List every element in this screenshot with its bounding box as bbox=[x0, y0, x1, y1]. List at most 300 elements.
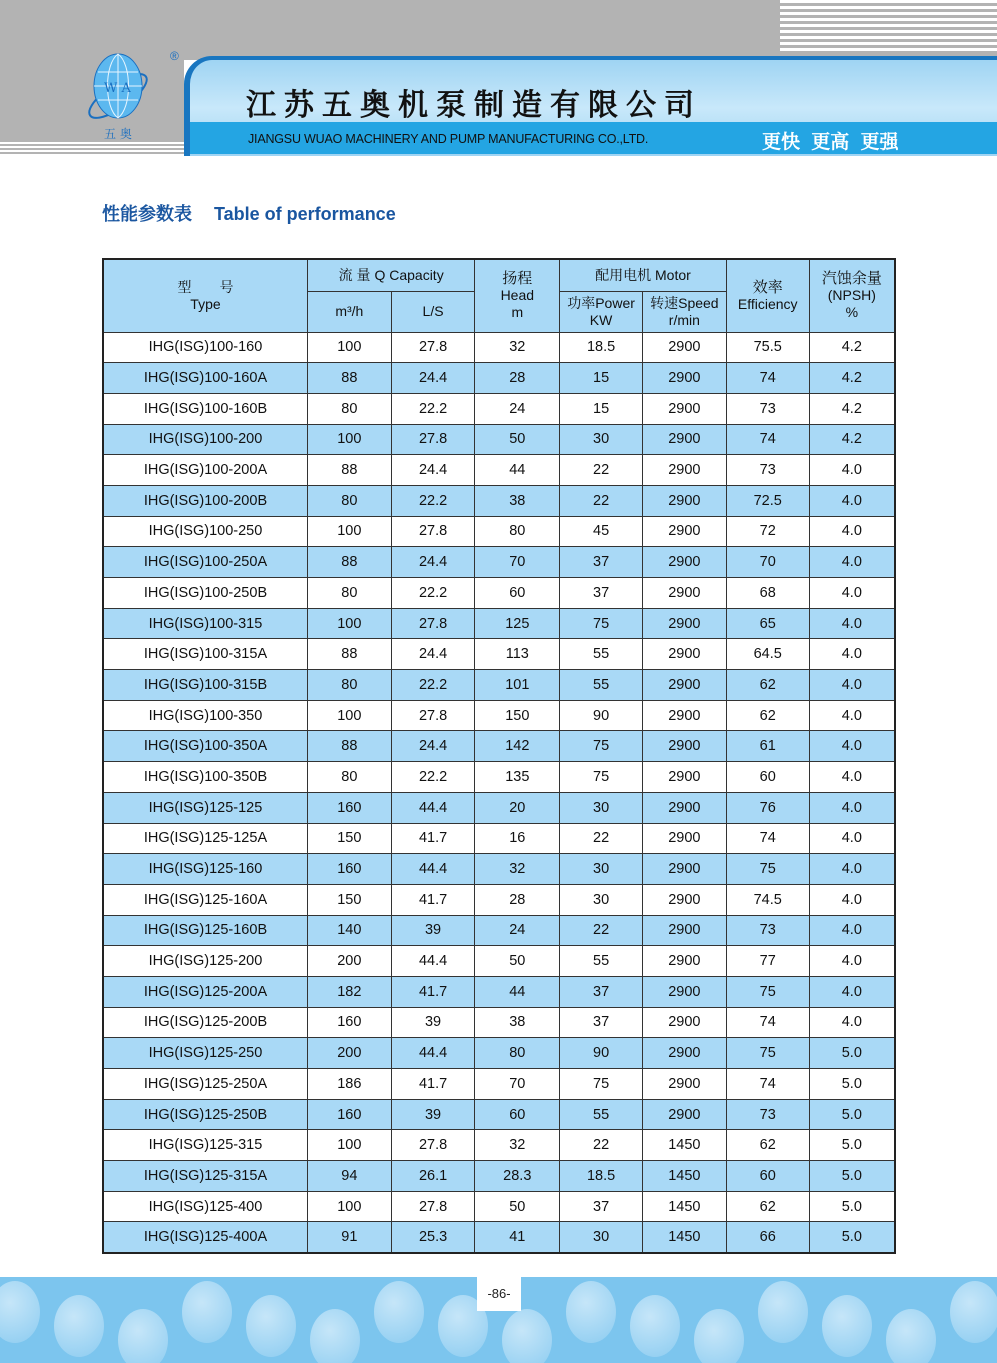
table-row bbox=[103, 854, 895, 885]
cell-model: IHG(ISG)125-160B bbox=[103, 915, 307, 946]
cell-model: IHG(ISG)125-160 bbox=[103, 854, 307, 885]
cell-npsh: 4.0 bbox=[809, 731, 895, 762]
cell-capacity-m3h: 88 bbox=[307, 455, 391, 486]
cell-npsh: 4.2 bbox=[809, 424, 895, 455]
cell-efficiency: 60 bbox=[726, 762, 809, 793]
cell-npsh: 4.0 bbox=[809, 516, 895, 547]
cell-head: 16 bbox=[475, 823, 560, 854]
cell-efficiency: 60 bbox=[726, 1161, 809, 1192]
cell-capacity-m3h: 100 bbox=[307, 608, 391, 639]
table-row bbox=[103, 424, 895, 455]
cell-head: 101 bbox=[475, 670, 560, 701]
cell-capacity-m3h: 160 bbox=[307, 792, 391, 823]
table-row bbox=[103, 1161, 895, 1192]
cell-speed: 2900 bbox=[642, 455, 726, 486]
globe-pattern-icon bbox=[566, 1281, 616, 1343]
header-efficiency: 效率 Efficiency bbox=[726, 259, 809, 332]
cell-capacity-m3h: 80 bbox=[307, 670, 391, 701]
cell-capacity-m3h: 150 bbox=[307, 884, 391, 915]
cell-power: 30 bbox=[560, 1222, 643, 1253]
cell-speed: 2900 bbox=[642, 363, 726, 394]
globe-pattern-icon bbox=[950, 1281, 997, 1343]
cell-speed: 2900 bbox=[642, 792, 726, 823]
cell-head: 125 bbox=[475, 608, 560, 639]
cell-efficiency: 62 bbox=[726, 1191, 809, 1222]
cell-model: IHG(ISG)100-250A bbox=[103, 547, 307, 578]
cell-capacity-ls: 41.7 bbox=[391, 823, 475, 854]
cell-capacity-m3h: 91 bbox=[307, 1222, 391, 1253]
table-row bbox=[103, 332, 895, 363]
cell-model: IHG(ISG)100-315A bbox=[103, 639, 307, 670]
cell-model: IHG(ISG)125-400A bbox=[103, 1222, 307, 1253]
cell-capacity-ls: 27.8 bbox=[391, 424, 475, 455]
header-motor: 配用电机 Motor bbox=[560, 259, 727, 291]
cell-efficiency: 64.5 bbox=[726, 639, 809, 670]
cell-capacity-m3h: 100 bbox=[307, 1130, 391, 1161]
cell-head: 28 bbox=[475, 363, 560, 394]
cell-model: IHG(ISG)125-250B bbox=[103, 1099, 307, 1130]
cell-capacity-ls: 44.4 bbox=[391, 1038, 475, 1069]
cell-power: 37 bbox=[560, 976, 643, 1007]
cell-capacity-ls: 26.1 bbox=[391, 1161, 475, 1192]
cell-head: 60 bbox=[475, 578, 560, 609]
cell-npsh: 4.0 bbox=[809, 762, 895, 793]
company-name-cn: 江苏五奥机泵制造有限公司 bbox=[246, 88, 702, 123]
cell-head: 44 bbox=[475, 455, 560, 486]
cell-power: 37 bbox=[560, 1191, 643, 1222]
table-row bbox=[103, 1191, 895, 1222]
cell-efficiency: 76 bbox=[726, 792, 809, 823]
cell-capacity-ls: 24.4 bbox=[391, 363, 475, 394]
cell-power: 22 bbox=[560, 485, 643, 516]
cell-npsh: 4.0 bbox=[809, 670, 895, 701]
table-row bbox=[103, 1069, 895, 1100]
cell-capacity-ls: 44.4 bbox=[391, 946, 475, 977]
cell-capacity-ls: 44.4 bbox=[391, 854, 475, 885]
globe-pattern-icon bbox=[630, 1295, 680, 1357]
table-row bbox=[103, 823, 895, 854]
cell-head: 80 bbox=[475, 516, 560, 547]
cell-head: 50 bbox=[475, 946, 560, 977]
cell-capacity-m3h: 160 bbox=[307, 1007, 391, 1038]
cell-head: 113 bbox=[475, 639, 560, 670]
table-row bbox=[103, 946, 895, 977]
cell-speed: 2900 bbox=[642, 1007, 726, 1038]
cell-npsh: 4.2 bbox=[809, 393, 895, 424]
cell-capacity-ls: 27.8 bbox=[391, 332, 475, 363]
cell-power: 15 bbox=[560, 363, 643, 394]
cell-head: 41 bbox=[475, 1222, 560, 1253]
table-row bbox=[103, 516, 895, 547]
company-name-en: JIANGSU WUAO MACHINERY AND PUMP MANUFACTURING CO.,LTD. bbox=[248, 132, 649, 146]
cell-efficiency: 61 bbox=[726, 731, 809, 762]
cell-model: IHG(ISG)125-250A bbox=[103, 1069, 307, 1100]
table-row bbox=[103, 639, 895, 670]
cell-power: 75 bbox=[560, 762, 643, 793]
cell-power: 55 bbox=[560, 670, 643, 701]
performance-table bbox=[102, 258, 896, 1254]
cell-npsh: 4.0 bbox=[809, 854, 895, 885]
cell-efficiency: 74 bbox=[726, 363, 809, 394]
globe-pattern-icon bbox=[502, 1309, 552, 1363]
cell-head: 28.3 bbox=[475, 1161, 560, 1192]
cell-capacity-ls: 41.7 bbox=[391, 1069, 475, 1100]
cell-npsh: 4.0 bbox=[809, 823, 895, 854]
cell-npsh: 5.0 bbox=[809, 1069, 895, 1100]
cell-model: IHG(ISG)125-200 bbox=[103, 946, 307, 977]
header-type: 型 号 Type bbox=[103, 259, 307, 332]
cell-speed: 2900 bbox=[642, 731, 726, 762]
cell-capacity-m3h: 186 bbox=[307, 1069, 391, 1100]
cell-head: 50 bbox=[475, 1191, 560, 1222]
table-row bbox=[103, 731, 895, 762]
cell-npsh: 5.0 bbox=[809, 1161, 895, 1192]
table-row bbox=[103, 792, 895, 823]
cell-model: IHG(ISG)100-250 bbox=[103, 516, 307, 547]
cell-speed: 2900 bbox=[642, 700, 726, 731]
cell-npsh: 4.0 bbox=[809, 976, 895, 1007]
cell-head: 38 bbox=[475, 1007, 560, 1038]
table-row bbox=[103, 1222, 895, 1253]
header-capacity: 流 量 Q Capacity bbox=[307, 259, 474, 291]
cell-capacity-ls: 39 bbox=[391, 1099, 475, 1130]
cell-capacity-m3h: 88 bbox=[307, 363, 391, 394]
cell-npsh: 4.0 bbox=[809, 884, 895, 915]
cell-capacity-ls: 44.4 bbox=[391, 792, 475, 823]
cell-capacity-ls: 24.4 bbox=[391, 731, 475, 762]
cell-efficiency: 62 bbox=[726, 670, 809, 701]
cell-capacity-m3h: 88 bbox=[307, 547, 391, 578]
cell-capacity-m3h: 88 bbox=[307, 639, 391, 670]
cell-model: IHG(ISG)100-160B bbox=[103, 393, 307, 424]
globe-pattern-icon bbox=[118, 1309, 168, 1363]
globe-pattern-icon bbox=[694, 1309, 744, 1363]
cell-speed: 2900 bbox=[642, 516, 726, 547]
cell-model: IHG(ISG)100-350 bbox=[103, 700, 307, 731]
cell-model: IHG(ISG)100-160A bbox=[103, 363, 307, 394]
header-capacity-m3h: m³/h bbox=[307, 291, 391, 332]
table-row bbox=[103, 1099, 895, 1130]
cell-npsh: 4.0 bbox=[809, 578, 895, 609]
cell-power: 37 bbox=[560, 1007, 643, 1038]
cell-power: 18.5 bbox=[560, 332, 643, 363]
cell-speed: 2900 bbox=[642, 424, 726, 455]
cell-efficiency: 66 bbox=[726, 1222, 809, 1253]
cell-power: 15 bbox=[560, 393, 643, 424]
globe-pattern-icon bbox=[0, 1281, 40, 1343]
cell-speed: 2900 bbox=[642, 393, 726, 424]
cell-power: 30 bbox=[560, 884, 643, 915]
cell-capacity-m3h: 100 bbox=[307, 424, 391, 455]
cell-npsh: 4.0 bbox=[809, 946, 895, 977]
cell-efficiency: 77 bbox=[726, 946, 809, 977]
cell-npsh: 5.0 bbox=[809, 1222, 895, 1253]
cell-npsh: 4.0 bbox=[809, 700, 895, 731]
cell-capacity-m3h: 200 bbox=[307, 946, 391, 977]
cell-speed: 2900 bbox=[642, 608, 726, 639]
cell-capacity-ls: 27.8 bbox=[391, 1130, 475, 1161]
cell-capacity-m3h: 160 bbox=[307, 1099, 391, 1130]
cell-capacity-ls: 22.2 bbox=[391, 578, 475, 609]
cell-head: 142 bbox=[475, 731, 560, 762]
table-row bbox=[103, 915, 895, 946]
cell-efficiency: 75.5 bbox=[726, 332, 809, 363]
cell-efficiency: 74 bbox=[726, 424, 809, 455]
cell-head: 135 bbox=[475, 762, 560, 793]
cell-head: 60 bbox=[475, 1099, 560, 1130]
cell-power: 55 bbox=[560, 639, 643, 670]
cell-head: 50 bbox=[475, 424, 560, 455]
cell-capacity-m3h: 150 bbox=[307, 823, 391, 854]
cell-power: 55 bbox=[560, 946, 643, 977]
logo-text: 五 奥 bbox=[104, 127, 132, 141]
header-npsh: 汽蚀余量 (NPSH) % bbox=[809, 259, 895, 332]
cell-model: IHG(ISG)100-160 bbox=[103, 332, 307, 363]
table-row bbox=[103, 1130, 895, 1161]
cell-npsh: 4.0 bbox=[809, 485, 895, 516]
globe-pattern-icon bbox=[310, 1309, 360, 1363]
cell-capacity-m3h: 100 bbox=[307, 700, 391, 731]
table-row bbox=[103, 485, 895, 516]
header-capacity-ls: L/S bbox=[391, 291, 475, 332]
cell-power: 22 bbox=[560, 455, 643, 486]
cell-power: 30 bbox=[560, 792, 643, 823]
cell-power: 18.5 bbox=[560, 1161, 643, 1192]
cell-capacity-m3h: 80 bbox=[307, 485, 391, 516]
cell-head: 70 bbox=[475, 1069, 560, 1100]
cell-model: IHG(ISG)100-315B bbox=[103, 670, 307, 701]
cell-power: 30 bbox=[560, 424, 643, 455]
table-row bbox=[103, 670, 895, 701]
cell-capacity-ls: 27.8 bbox=[391, 1191, 475, 1222]
cell-model: IHG(ISG)125-250 bbox=[103, 1038, 307, 1069]
cell-model: IHG(ISG)100-250B bbox=[103, 578, 307, 609]
cell-npsh: 4.0 bbox=[809, 639, 895, 670]
cell-capacity-ls: 22.2 bbox=[391, 670, 475, 701]
cell-capacity-ls: 27.8 bbox=[391, 700, 475, 731]
cell-capacity-ls: 41.7 bbox=[391, 884, 475, 915]
cell-capacity-m3h: 200 bbox=[307, 1038, 391, 1069]
cell-efficiency: 68 bbox=[726, 578, 809, 609]
cell-power: 37 bbox=[560, 547, 643, 578]
cell-head: 38 bbox=[475, 485, 560, 516]
cell-speed: 2900 bbox=[642, 884, 726, 915]
cell-efficiency: 72.5 bbox=[726, 485, 809, 516]
cell-capacity-ls: 22.2 bbox=[391, 393, 475, 424]
table-body bbox=[103, 332, 895, 1253]
table-row bbox=[103, 455, 895, 486]
cell-efficiency: 74 bbox=[726, 823, 809, 854]
cell-power: 75 bbox=[560, 731, 643, 762]
cell-head: 44 bbox=[475, 976, 560, 1007]
cell-npsh: 4.0 bbox=[809, 547, 895, 578]
cell-head: 32 bbox=[475, 332, 560, 363]
cell-capacity-m3h: 160 bbox=[307, 854, 391, 885]
cell-capacity-ls: 24.4 bbox=[391, 639, 475, 670]
cell-efficiency: 75 bbox=[726, 976, 809, 1007]
cell-model: IHG(ISG)125-125 bbox=[103, 792, 307, 823]
cell-speed: 2900 bbox=[642, 854, 726, 885]
cell-model: IHG(ISG)100-350A bbox=[103, 731, 307, 762]
section-title-en: Table of performance bbox=[214, 204, 396, 224]
cell-capacity-ls: 24.4 bbox=[391, 547, 475, 578]
cell-speed: 1450 bbox=[642, 1191, 726, 1222]
cell-model: IHG(ISG)100-200B bbox=[103, 485, 307, 516]
cell-npsh: 4.0 bbox=[809, 1007, 895, 1038]
cell-npsh: 4.2 bbox=[809, 363, 895, 394]
cell-capacity-ls: 27.8 bbox=[391, 516, 475, 547]
cell-efficiency: 65 bbox=[726, 608, 809, 639]
cell-model: IHG(ISG)125-160A bbox=[103, 884, 307, 915]
cell-capacity-ls: 39 bbox=[391, 1007, 475, 1038]
page-number: -86- bbox=[477, 1277, 521, 1311]
cell-model: IHG(ISG)125-315A bbox=[103, 1161, 307, 1192]
cell-capacity-m3h: 100 bbox=[307, 1191, 391, 1222]
cell-head: 32 bbox=[475, 854, 560, 885]
cell-capacity-m3h: 88 bbox=[307, 731, 391, 762]
cell-model: IHG(ISG)125-200A bbox=[103, 976, 307, 1007]
cell-head: 70 bbox=[475, 547, 560, 578]
cell-model: IHG(ISG)125-200B bbox=[103, 1007, 307, 1038]
cell-model: IHG(ISG)100-200 bbox=[103, 424, 307, 455]
cell-speed: 2900 bbox=[642, 332, 726, 363]
cell-efficiency: 74 bbox=[726, 1007, 809, 1038]
cell-npsh: 5.0 bbox=[809, 1191, 895, 1222]
cell-capacity-ls: 27.8 bbox=[391, 608, 475, 639]
cell-speed: 2900 bbox=[642, 946, 726, 977]
cell-capacity-m3h: 140 bbox=[307, 915, 391, 946]
cell-efficiency: 70 bbox=[726, 547, 809, 578]
cell-speed: 1450 bbox=[642, 1161, 726, 1192]
cell-npsh: 4.0 bbox=[809, 792, 895, 823]
cell-npsh: 4.0 bbox=[809, 455, 895, 486]
cell-speed: 2900 bbox=[642, 578, 726, 609]
cell-head: 150 bbox=[475, 700, 560, 731]
cell-efficiency: 73 bbox=[726, 915, 809, 946]
cell-efficiency: 75 bbox=[726, 1038, 809, 1069]
cell-head: 20 bbox=[475, 792, 560, 823]
cell-npsh: 4.2 bbox=[809, 332, 895, 363]
cell-capacity-ls: 25.3 bbox=[391, 1222, 475, 1253]
cell-capacity-ls: 24.4 bbox=[391, 455, 475, 486]
cell-speed: 2900 bbox=[642, 639, 726, 670]
globe-pattern-icon bbox=[246, 1295, 296, 1357]
cell-efficiency: 73 bbox=[726, 455, 809, 486]
cell-capacity-m3h: 100 bbox=[307, 332, 391, 363]
cell-capacity-m3h: 182 bbox=[307, 976, 391, 1007]
header-speed: 转速Speed r/min bbox=[642, 291, 726, 332]
cell-head: 24 bbox=[475, 915, 560, 946]
cell-npsh: 5.0 bbox=[809, 1130, 895, 1161]
cell-power: 37 bbox=[560, 578, 643, 609]
cell-model: IHG(ISG)100-350B bbox=[103, 762, 307, 793]
cell-efficiency: 74.5 bbox=[726, 884, 809, 915]
cell-npsh: 4.0 bbox=[809, 608, 895, 639]
cell-npsh: 5.0 bbox=[809, 1099, 895, 1130]
cell-model: IHG(ISG)100-315 bbox=[103, 608, 307, 639]
table-row bbox=[103, 363, 895, 394]
cell-speed: 2900 bbox=[642, 1069, 726, 1100]
table-row bbox=[103, 547, 895, 578]
cell-capacity-ls: 22.2 bbox=[391, 485, 475, 516]
globe-pattern-icon bbox=[374, 1281, 424, 1343]
table-row bbox=[103, 762, 895, 793]
cell-power: 75 bbox=[560, 1069, 643, 1100]
header-power: 功率Power KW bbox=[560, 291, 643, 332]
cell-speed: 2900 bbox=[642, 915, 726, 946]
cell-npsh: 4.0 bbox=[809, 915, 895, 946]
cell-efficiency: 73 bbox=[726, 1099, 809, 1130]
cell-model: IHG(ISG)125-315 bbox=[103, 1130, 307, 1161]
table-row bbox=[103, 884, 895, 915]
cell-power: 22 bbox=[560, 1130, 643, 1161]
table-row bbox=[103, 976, 895, 1007]
cell-npsh: 5.0 bbox=[809, 1038, 895, 1069]
table-row bbox=[103, 393, 895, 424]
cell-speed: 2900 bbox=[642, 1099, 726, 1130]
cell-efficiency: 74 bbox=[726, 1069, 809, 1100]
cell-efficiency: 73 bbox=[726, 393, 809, 424]
table-row bbox=[103, 608, 895, 639]
cell-power: 75 bbox=[560, 608, 643, 639]
cell-capacity-m3h: 94 bbox=[307, 1161, 391, 1192]
cell-efficiency: 75 bbox=[726, 854, 809, 885]
logo-letters: W A bbox=[104, 81, 131, 96]
cell-capacity-m3h: 100 bbox=[307, 516, 391, 547]
cell-power: 22 bbox=[560, 915, 643, 946]
cell-power: 30 bbox=[560, 854, 643, 885]
cell-power: 45 bbox=[560, 516, 643, 547]
cell-capacity-m3h: 80 bbox=[307, 578, 391, 609]
table-row bbox=[103, 1007, 895, 1038]
table-row bbox=[103, 1038, 895, 1069]
cell-speed: 2900 bbox=[642, 762, 726, 793]
cell-speed: 2900 bbox=[642, 485, 726, 516]
cell-efficiency: 62 bbox=[726, 1130, 809, 1161]
globe-pattern-icon bbox=[886, 1309, 936, 1363]
slogan: 更快 更高 更强 bbox=[762, 132, 899, 153]
cell-head: 24 bbox=[475, 393, 560, 424]
cell-model: IHG(ISG)100-200A bbox=[103, 455, 307, 486]
cell-efficiency: 62 bbox=[726, 700, 809, 731]
cell-capacity-ls: 41.7 bbox=[391, 976, 475, 1007]
cell-speed: 2900 bbox=[642, 823, 726, 854]
table-row bbox=[103, 700, 895, 731]
header-head: 扬程 Head m bbox=[475, 259, 560, 332]
cell-model: IHG(ISG)125-400 bbox=[103, 1191, 307, 1222]
cell-speed: 1450 bbox=[642, 1130, 726, 1161]
cell-model: IHG(ISG)125-125A bbox=[103, 823, 307, 854]
cell-power: 90 bbox=[560, 1038, 643, 1069]
cell-head: 80 bbox=[475, 1038, 560, 1069]
company-logo-globe-icon bbox=[78, 44, 186, 144]
cell-capacity-m3h: 80 bbox=[307, 393, 391, 424]
cell-power: 90 bbox=[560, 700, 643, 731]
cell-speed: 2900 bbox=[642, 547, 726, 578]
header-stripes bbox=[780, 0, 997, 52]
globe-pattern-icon bbox=[758, 1281, 808, 1343]
section-title bbox=[102, 200, 396, 226]
cell-capacity-ls: 39 bbox=[391, 915, 475, 946]
section-title-cn: 性能参数表 bbox=[102, 204, 192, 224]
globe-pattern-icon bbox=[182, 1281, 232, 1343]
cell-speed: 1450 bbox=[642, 1222, 726, 1253]
globe-pattern-icon bbox=[54, 1295, 104, 1357]
cell-speed: 2900 bbox=[642, 670, 726, 701]
cell-power: 22 bbox=[560, 823, 643, 854]
cell-head: 28 bbox=[475, 884, 560, 915]
svg-text:®: ® bbox=[170, 49, 179, 63]
